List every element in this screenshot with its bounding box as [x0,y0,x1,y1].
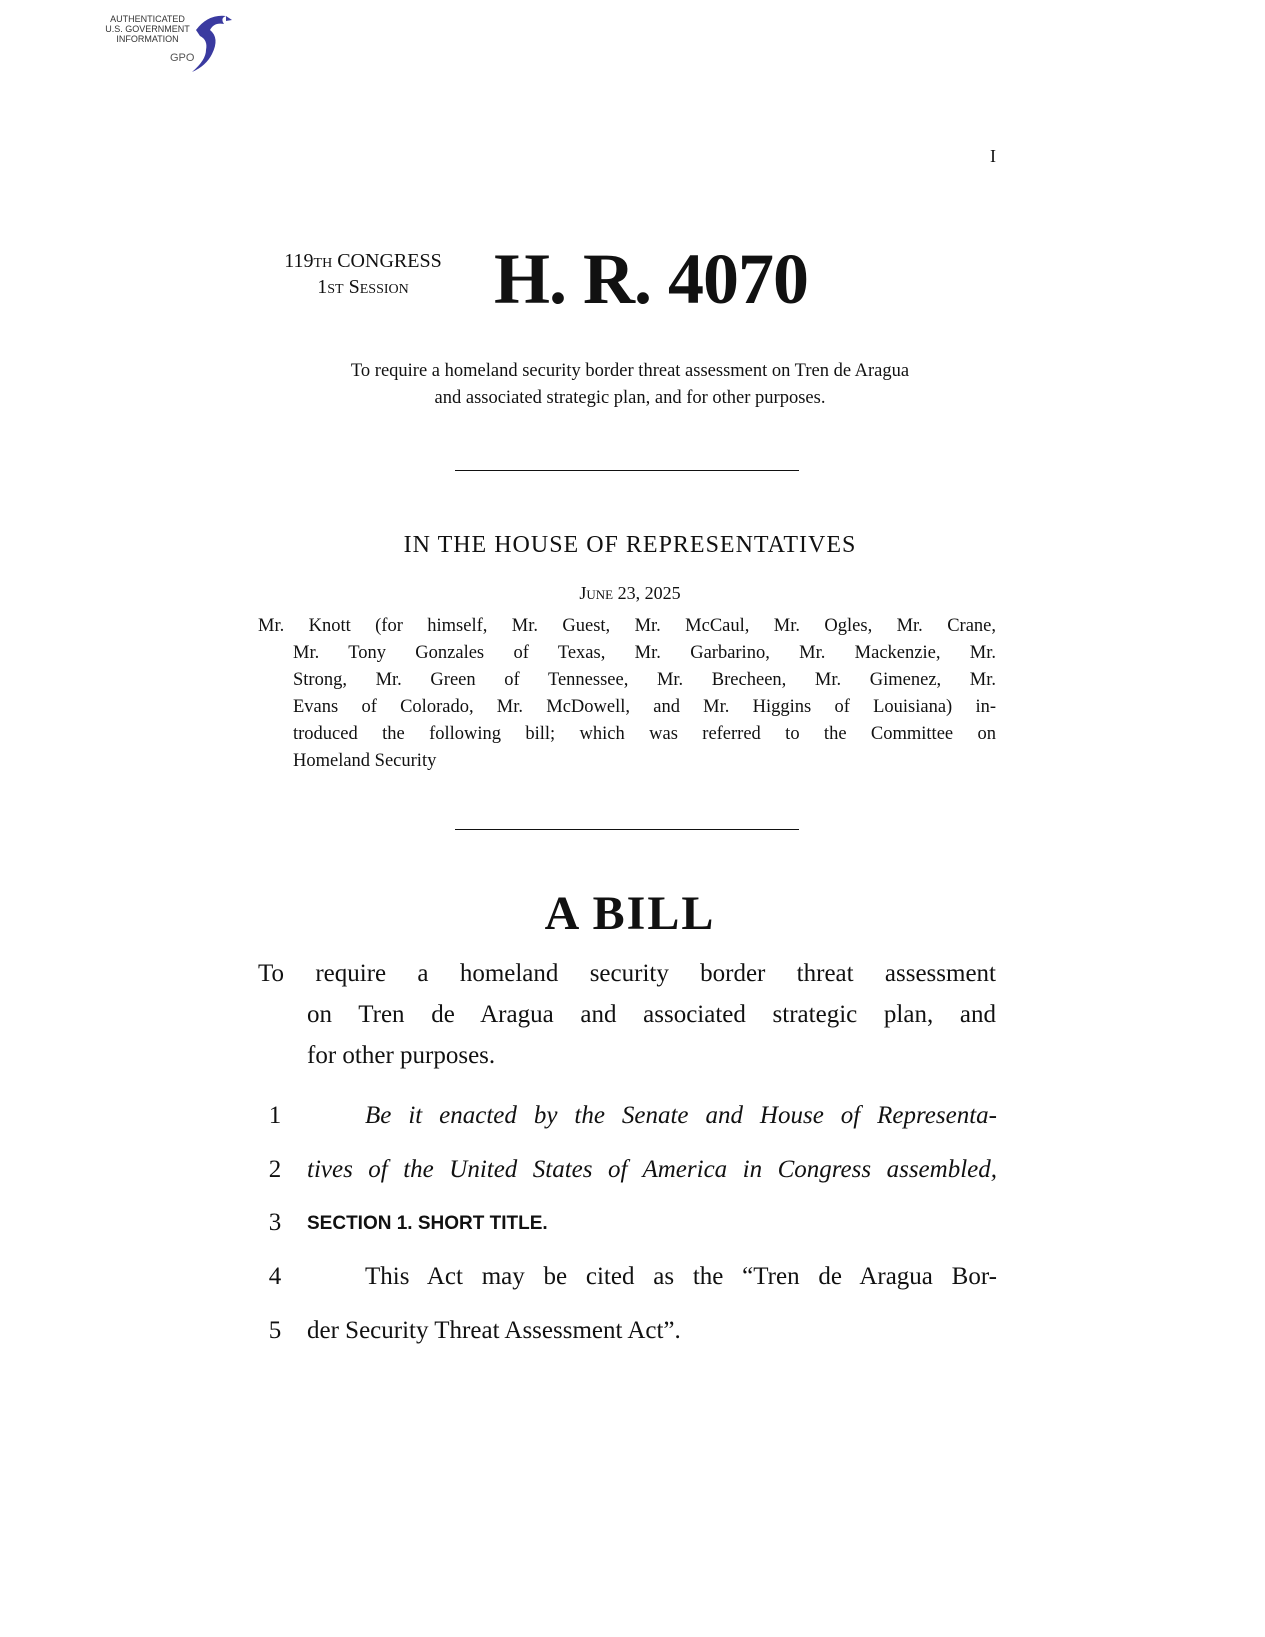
gpo-authentication-logo [100,8,240,78]
logo-text: AUTHENTICATED [110,14,185,24]
logo-text: INFORMATION [116,34,179,44]
long-title-line: for other purposes. [307,1042,496,1069]
sponsors-line: Homeland Security [293,751,437,771]
sponsors-line: Evans of Colorado, Mr. McDowell, and Mr. Higgins of Louisiana) in- [293,697,996,717]
section-text: This Act may be cited as the “Tren de Aragua Bor- [365,1263,997,1290]
line-number: 2 [268,1156,282,1183]
divider [455,470,799,471]
line-number: 3 [268,1209,282,1236]
page-mark: I [990,146,996,166]
line-number: 1 [268,1102,282,1129]
sponsors-line: Mr. Knott (for himself, Mr. Guest, Mr. McCaul, Mr. Ogles, Mr. Crane, [258,616,996,636]
short-title [260,358,1000,412]
bill-number: H. R. 4070 [494,239,808,319]
long-title-line: To require a homeland security border threat assessment [258,960,996,987]
sponsors-line: troduced the following bill; which was referred to the Committee on [293,724,996,744]
long-title-line: on Tren de Aragua and associated strategic plan, and [307,1001,996,1028]
line-number: 4 [268,1263,282,1290]
enacting-clause: tives of the United States of America in Congress assembled, [307,1156,997,1183]
congress-session [258,248,468,300]
introduction-date: June 23, 2025 [579,583,681,603]
session-label: 1st Session [317,276,409,298]
short-title-line: To require a homeland security border threat assessment on Tren de Aragua [350,361,910,381]
congress-label: 119th CONGRESS [284,250,442,272]
section-text: der Security Threat Assessment Act”. [307,1317,681,1344]
sponsors-line: Strong, Mr. Green of Tennessee, Mr. Brecheen, Mr. Gimenez, Mr. [293,670,996,690]
logo-gpo-text: GPO [170,52,195,64]
short-title-line: and associated strategic plan, and for other purposes. [434,388,826,408]
enacting-clause: Be it enacted by the Senate and House of Representa- [365,1102,997,1129]
eagle-icon [186,10,236,76]
sponsors-line: Mr. Tony Gonzales of Texas, Mr. Garbarino, Mr. Mackenzie, Mr. [293,643,996,663]
bill-heading: A BILL [544,887,716,940]
logo-text: U.S. GOVERNMENT [105,24,190,34]
chamber-heading: IN THE HOUSE OF REPRESENTATIVES [403,532,857,558]
divider [455,829,799,830]
section-heading: SECTION 1. SHORT TITLE. [307,1213,548,1234]
line-number: 5 [268,1317,282,1344]
